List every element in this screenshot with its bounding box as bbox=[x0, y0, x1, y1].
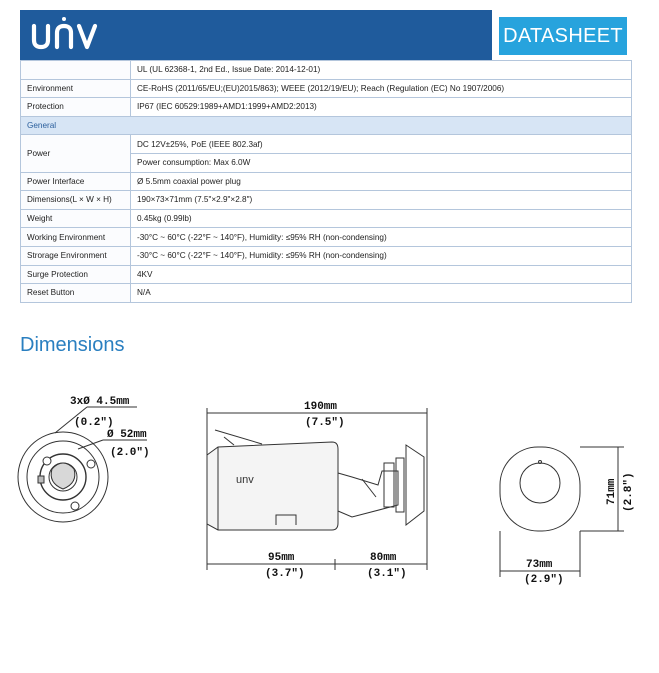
spec-value: 4KV bbox=[131, 265, 632, 284]
spec-row bbox=[21, 98, 632, 117]
front-width-inch-label: (2.9") bbox=[524, 574, 564, 586]
unv-logo bbox=[26, 15, 106, 55]
dimensions-heading: Dimensions bbox=[20, 334, 125, 356]
spec-row bbox=[21, 135, 632, 154]
front-view bbox=[500, 447, 624, 577]
spec-value: N/A bbox=[131, 284, 632, 303]
spec-value: Power consumption: Max 6.0W bbox=[131, 153, 632, 172]
spec-row bbox=[21, 79, 632, 98]
spec-value: 190×73×71mm (7.5"×2.9"×2.8") bbox=[131, 191, 632, 210]
side-view bbox=[207, 408, 427, 570]
spec-key: Weight bbox=[21, 209, 131, 228]
length-label: 190mm bbox=[304, 401, 338, 413]
camera-brand-label: unv bbox=[236, 474, 254, 486]
datasheet-tab bbox=[492, 10, 632, 60]
spec-key: Power Interface bbox=[21, 172, 131, 191]
spec-row bbox=[21, 228, 632, 247]
spec-row bbox=[21, 191, 632, 210]
mount-length-inch-label: (3.1") bbox=[367, 568, 407, 580]
spec-key: Protection bbox=[21, 98, 131, 117]
spec-key: Environment bbox=[21, 79, 131, 98]
spec-value: IP67 (IEC 60529:1989+AMD1:1999+AMD2:2013) bbox=[131, 98, 632, 117]
spec-table bbox=[20, 60, 632, 303]
spec-key: Reset Button bbox=[21, 284, 131, 303]
body-length-label: 95mm bbox=[268, 552, 295, 564]
section-row-general bbox=[21, 116, 632, 135]
hole-size-inch-label: (0.2") bbox=[74, 417, 114, 429]
spec-value: UL (UL 62368-1, 2nd Ed., Issue Date: 2014-12-01) bbox=[131, 61, 632, 80]
spec-value: 0.45kg (0.99lb) bbox=[131, 209, 632, 228]
spec-key bbox=[21, 61, 131, 80]
mount-length-label: 80mm bbox=[370, 552, 397, 564]
spec-value: CE-RoHS (2011/65/EU;(EU)2015/863); WEEE (2012/19/EU); Reach (Regulation (EC) No 1907/2006) bbox=[131, 79, 632, 98]
spec-row bbox=[21, 61, 632, 80]
front-height-inch-label: (2.8") bbox=[623, 472, 635, 512]
spec-row bbox=[21, 209, 632, 228]
spec-value: Ø 5.5mm coaxial power plug bbox=[131, 172, 632, 191]
spec-key: Surge Protection bbox=[21, 265, 131, 284]
hole-size-label: 3xØ 4.5mm bbox=[70, 396, 130, 408]
spec-row bbox=[21, 246, 632, 265]
front-height-label: 71mm bbox=[606, 478, 618, 505]
spec-row bbox=[21, 284, 632, 303]
header-bar bbox=[20, 10, 632, 60]
spec-value: -30°C ~ 60°C (-22°F ~ 140°F), Humidity: ≤95% RH (non-condensing) bbox=[131, 228, 632, 247]
dimension-drawing bbox=[0, 385, 659, 615]
spec-row bbox=[21, 265, 632, 284]
spec-value: DC 12V±25%, PoE (IEEE 802.3af) bbox=[131, 135, 632, 154]
length-inch-label: (7.5") bbox=[305, 417, 345, 429]
spec-key: Dimensions(L × W × H) bbox=[21, 191, 131, 210]
spec-row bbox=[21, 172, 632, 191]
section-title: General bbox=[21, 116, 632, 135]
spec-key: Strorage Environment bbox=[21, 246, 131, 265]
datasheet-badge: DATASHEET bbox=[499, 17, 627, 55]
spec-key: Working Environment bbox=[21, 228, 131, 247]
body-length-inch-label: (3.7") bbox=[265, 568, 305, 580]
spec-value: -30°C ~ 60°C (-22°F ~ 140°F), Humidity: ≤95% RH (non-condensing) bbox=[131, 246, 632, 265]
base-diameter-label: Ø 52mm bbox=[107, 429, 147, 441]
base-diameter-inch-label: (2.0") bbox=[110, 447, 150, 459]
front-width-label: 73mm bbox=[526, 559, 553, 571]
spec-key: Power bbox=[21, 135, 131, 172]
